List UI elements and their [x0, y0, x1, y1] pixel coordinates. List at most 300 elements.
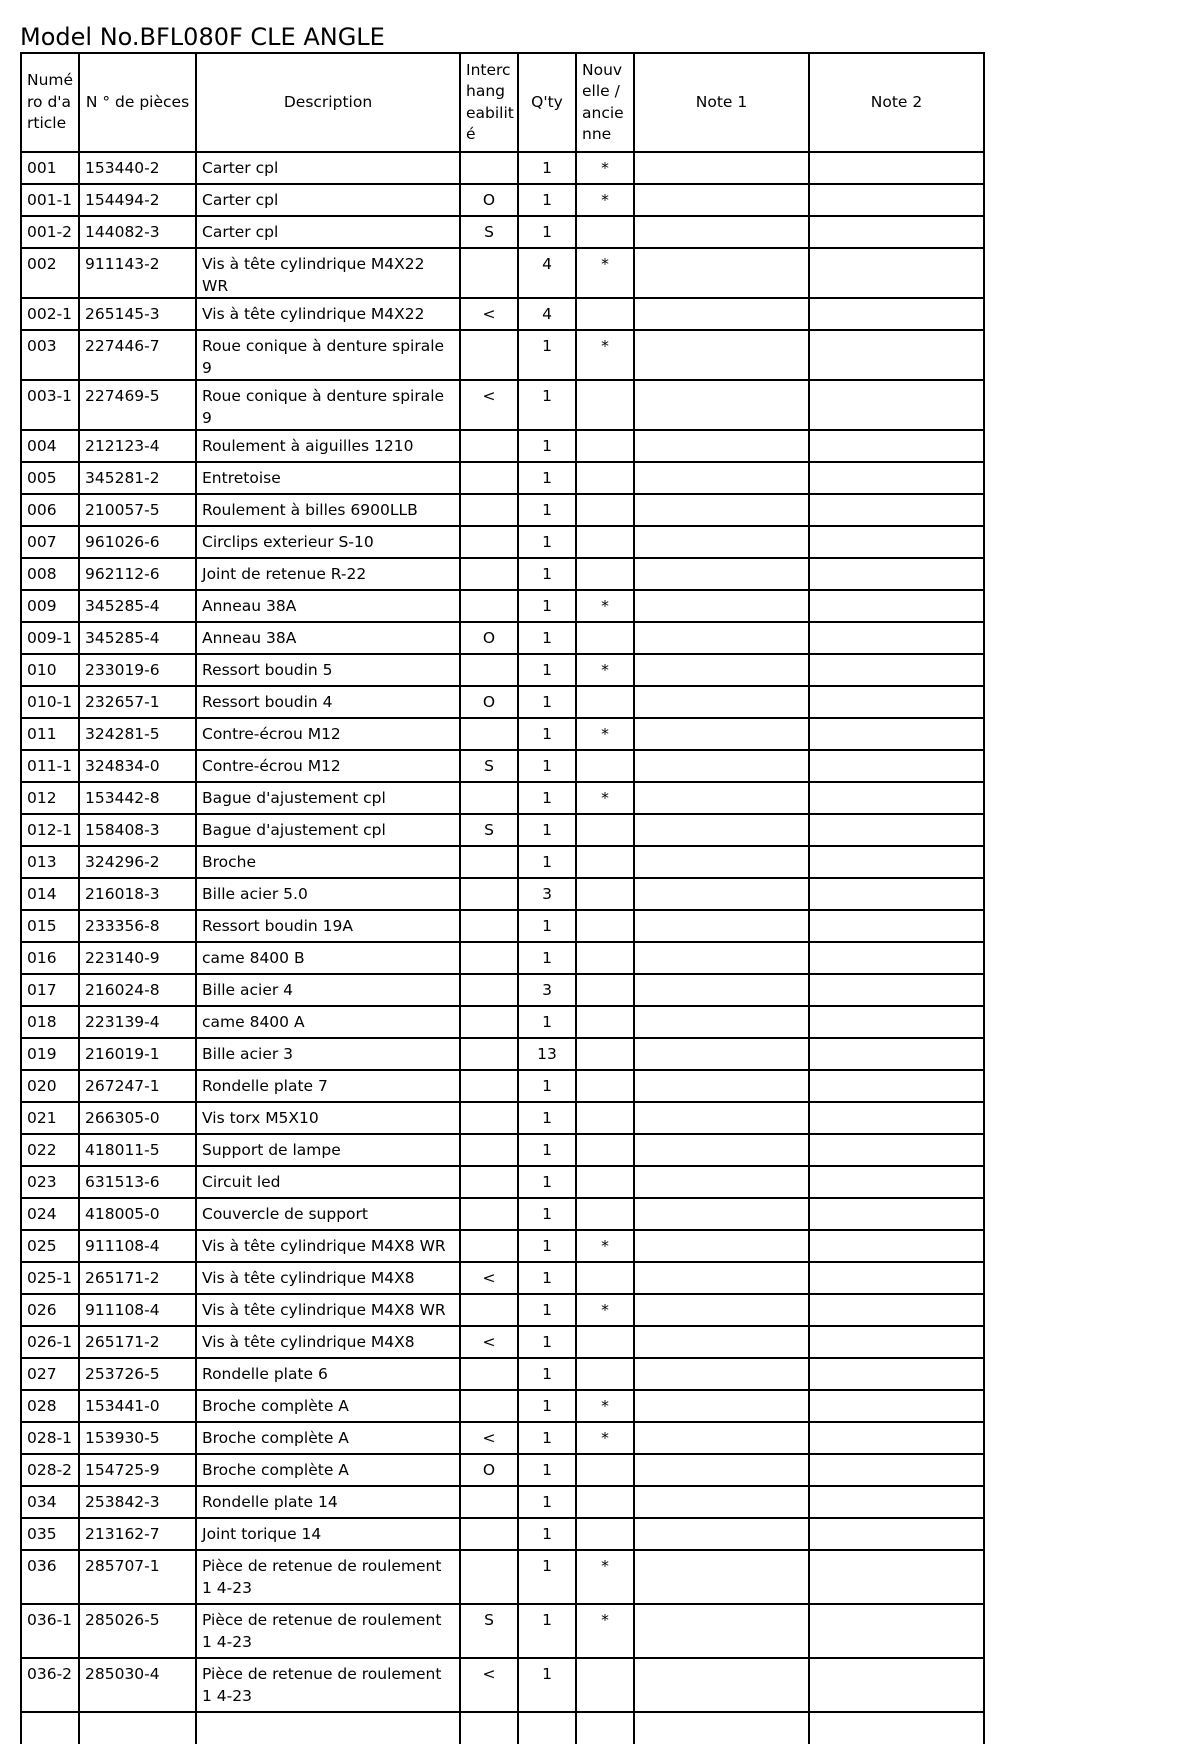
cell-new-old: [576, 1038, 634, 1070]
table-row: [21, 1102, 984, 1134]
col-header-note-1: Note 1: [634, 53, 809, 152]
cell-quantity: 1: [518, 558, 576, 590]
cell-interchangeability: O: [460, 1454, 518, 1486]
cell-description: Support de lampe: [196, 1134, 460, 1166]
cell-empty: [196, 1712, 460, 1744]
cell-empty: [460, 1712, 518, 1744]
cell-part-number: 911108-4: [79, 1230, 196, 1262]
cell-note-2: [809, 380, 984, 430]
cell-note-2: [809, 878, 984, 910]
cell-quantity: 1: [518, 654, 576, 686]
table-row: [21, 1550, 984, 1604]
cell-note-2: [809, 526, 984, 558]
cell-description: Vis à tête cylindrique M4X8: [196, 1326, 460, 1358]
cell-note-1: [634, 1230, 809, 1262]
cell-part-number: 911108-4: [79, 1294, 196, 1326]
col-header-new-old: Nouv elle / ancie nne: [576, 53, 634, 152]
cell-note-1: [634, 1006, 809, 1038]
cell-new-old: [576, 1070, 634, 1102]
cell-part-number: 153442-8: [79, 782, 196, 814]
cell-part-number: 216018-3: [79, 878, 196, 910]
cell-part-number: 324834-0: [79, 750, 196, 782]
cell-article-number: 002-1: [21, 298, 79, 330]
cell-note-2: [809, 1102, 984, 1134]
cell-description: Broche complète A: [196, 1422, 460, 1454]
cell-interchangeability: [460, 878, 518, 910]
cell-note-2: [809, 1166, 984, 1198]
cell-note-2: [809, 1658, 984, 1712]
table-row: [21, 654, 984, 686]
cell-interchangeability: [460, 942, 518, 974]
cell-part-number: 418005-0: [79, 1198, 196, 1230]
cell-quantity: 1: [518, 1230, 576, 1262]
cell-description: Contre-écrou M12: [196, 718, 460, 750]
cell-note-1: [634, 184, 809, 216]
cell-interchangeability: [460, 430, 518, 462]
cell-part-number: 153441-0: [79, 1390, 196, 1422]
cell-article-number: 026-1: [21, 1326, 79, 1358]
table-row: [21, 1134, 984, 1166]
cell-article-number: 024: [21, 1198, 79, 1230]
cell-quantity: 1: [518, 750, 576, 782]
cell-description: Ressort boudin 4: [196, 686, 460, 718]
table-row: [21, 430, 984, 462]
cell-part-number: 961026-6: [79, 526, 196, 558]
cell-quantity: 1: [518, 1518, 576, 1550]
cell-article-number: 028-1: [21, 1422, 79, 1454]
cell-quantity: 1: [518, 1294, 576, 1326]
cell-description: Vis à tête cylindrique M4X22 WR: [196, 248, 460, 298]
cell-empty: [634, 1712, 809, 1744]
cell-interchangeability: O: [460, 184, 518, 216]
cell-description: Roue conique à denture spirale 9: [196, 380, 460, 430]
cell-note-2: [809, 248, 984, 298]
table-row: [21, 526, 984, 558]
cell-note-1: [634, 526, 809, 558]
cell-new-old: [576, 1006, 634, 1038]
cell-quantity: 1: [518, 942, 576, 974]
cell-description: Roulement à billes 6900LLB: [196, 494, 460, 526]
cell-note-1: [634, 1294, 809, 1326]
cell-interchangeability: S: [460, 814, 518, 846]
cell-description: Roue conique à denture spirale 9: [196, 330, 460, 380]
cell-note-1: [634, 558, 809, 590]
cell-quantity: 1: [518, 846, 576, 878]
cell-article-number: 017: [21, 974, 79, 1006]
cell-new-old: *: [576, 654, 634, 686]
table-row: [21, 782, 984, 814]
cell-interchangeability: O: [460, 686, 518, 718]
table-row: [21, 622, 984, 654]
cell-part-number: 265171-2: [79, 1326, 196, 1358]
cell-quantity: 1: [518, 1604, 576, 1658]
cell-quantity: 3: [518, 974, 576, 1006]
cell-note-1: [634, 750, 809, 782]
cell-part-number: 267247-1: [79, 1070, 196, 1102]
table-row: [21, 878, 984, 910]
table-row: [21, 494, 984, 526]
cell-quantity: 1: [518, 526, 576, 558]
table-row: [21, 1166, 984, 1198]
cell-empty: [518, 1712, 576, 1744]
cell-description: Roulement à aiguilles 1210: [196, 430, 460, 462]
table-row: [21, 1294, 984, 1326]
cell-part-number: 285026-5: [79, 1604, 196, 1658]
cell-new-old: [576, 942, 634, 974]
cell-description: Joint torique 14: [196, 1518, 460, 1550]
cell-quantity: 1: [518, 330, 576, 380]
cell-article-number: 014: [21, 878, 79, 910]
cell-part-number: 324281-5: [79, 718, 196, 750]
parts-table-body: [21, 152, 984, 1744]
cell-article-number: 036-1: [21, 1604, 79, 1658]
cell-interchangeability: <: [460, 298, 518, 330]
cell-note-1: [634, 622, 809, 654]
cell-part-number: 154494-2: [79, 184, 196, 216]
table-row: [21, 686, 984, 718]
cell-quantity: 1: [518, 430, 576, 462]
cell-interchangeability: [460, 1230, 518, 1262]
table-row: [21, 1326, 984, 1358]
cell-interchangeability: [460, 494, 518, 526]
cell-note-1: [634, 1454, 809, 1486]
cell-new-old: *: [576, 1294, 634, 1326]
cell-interchangeability: [460, 1486, 518, 1518]
cell-new-old: [576, 494, 634, 526]
cell-part-number: 345285-4: [79, 590, 196, 622]
cell-note-1: [634, 1134, 809, 1166]
cell-new-old: [576, 1166, 634, 1198]
cell-interchangeability: S: [460, 216, 518, 248]
cell-new-old: *: [576, 1604, 634, 1658]
cell-interchangeability: [460, 1358, 518, 1390]
cell-new-old: *: [576, 1230, 634, 1262]
cell-note-2: [809, 590, 984, 622]
table-row: [21, 942, 984, 974]
cell-interchangeability: <: [460, 380, 518, 430]
cell-note-2: [809, 558, 984, 590]
cell-note-1: [634, 1070, 809, 1102]
cell-article-number: 010-1: [21, 686, 79, 718]
cell-note-1: [634, 910, 809, 942]
cell-note-2: [809, 1390, 984, 1422]
table-row: [21, 152, 984, 184]
cell-part-number: 153930-5: [79, 1422, 196, 1454]
cell-article-number: 001-2: [21, 216, 79, 248]
cell-new-old: *: [576, 718, 634, 750]
cell-article-number: 034: [21, 1486, 79, 1518]
cell-quantity: 4: [518, 298, 576, 330]
cell-article-number: 036-2: [21, 1658, 79, 1712]
cell-interchangeability: <: [460, 1422, 518, 1454]
cell-new-old: [576, 1134, 634, 1166]
cell-new-old: [576, 380, 634, 430]
cell-new-old: *: [576, 590, 634, 622]
cell-note-2: [809, 1518, 984, 1550]
cell-interchangeability: [460, 1198, 518, 1230]
table-row: [21, 1422, 984, 1454]
cell-interchangeability: [460, 1166, 518, 1198]
cell-article-number: 007: [21, 526, 79, 558]
cell-new-old: [576, 1486, 634, 1518]
cell-note-1: [634, 718, 809, 750]
cell-note-1: [634, 1422, 809, 1454]
cell-interchangeability: [460, 1070, 518, 1102]
cell-quantity: 1: [518, 1454, 576, 1486]
cell-new-old: [576, 430, 634, 462]
cell-note-1: [634, 430, 809, 462]
cell-description: Pièce de retenue de roulement 1 4-23: [196, 1550, 460, 1604]
cell-part-number: 232657-1: [79, 686, 196, 718]
cell-article-number: 010: [21, 654, 79, 686]
cell-description: Carter cpl: [196, 152, 460, 184]
cell-empty: [809, 1712, 984, 1744]
table-row: [21, 1358, 984, 1390]
cell-note-2: [809, 1550, 984, 1604]
cell-interchangeability: [460, 1550, 518, 1604]
table-row: [21, 1230, 984, 1262]
cell-note-1: [634, 782, 809, 814]
cell-interchangeability: [460, 1134, 518, 1166]
cell-quantity: 1: [518, 718, 576, 750]
cell-quantity: 3: [518, 878, 576, 910]
cell-article-number: 022: [21, 1134, 79, 1166]
cell-part-number: 345281-2: [79, 462, 196, 494]
cell-new-old: [576, 462, 634, 494]
cell-empty: [79, 1712, 196, 1744]
cell-article-number: 027: [21, 1358, 79, 1390]
cell-part-number: 212123-4: [79, 430, 196, 462]
cell-interchangeability: S: [460, 750, 518, 782]
col-header-note-2: Note 2: [809, 53, 984, 152]
cell-interchangeability: [460, 1518, 518, 1550]
cell-interchangeability: [460, 1102, 518, 1134]
cell-note-1: [634, 1326, 809, 1358]
cell-article-number: 011-1: [21, 750, 79, 782]
table-row: [21, 1454, 984, 1486]
cell-note-1: [634, 216, 809, 248]
cell-interchangeability: [460, 248, 518, 298]
cell-quantity: 1: [518, 1134, 576, 1166]
cell-article-number: 036: [21, 1550, 79, 1604]
page-title: Model No.BFL080F CLE ANGLE: [20, 23, 385, 51]
table-row: [21, 298, 984, 330]
cell-note-2: [809, 1604, 984, 1658]
cell-new-old: [576, 216, 634, 248]
cell-quantity: 1: [518, 184, 576, 216]
col-header-interchangeability: Interc hang eabilit é: [460, 53, 518, 152]
cell-article-number: 025-1: [21, 1262, 79, 1294]
cell-quantity: 1: [518, 216, 576, 248]
cell-part-number: 227469-5: [79, 380, 196, 430]
cell-interchangeability: [460, 330, 518, 380]
cell-article-number: 004: [21, 430, 79, 462]
cell-part-number: 324296-2: [79, 846, 196, 878]
cell-part-number: 253726-5: [79, 1358, 196, 1390]
cell-note-2: [809, 622, 984, 654]
table-row: [21, 462, 984, 494]
col-header-quantity: Q'ty: [518, 53, 576, 152]
cell-note-2: [809, 152, 984, 184]
cell-note-1: [634, 1038, 809, 1070]
cell-article-number: 026: [21, 1294, 79, 1326]
cell-new-old: [576, 1518, 634, 1550]
cell-new-old: *: [576, 1390, 634, 1422]
cell-new-old: [576, 686, 634, 718]
cell-quantity: 1: [518, 462, 576, 494]
cell-description: Entretoise: [196, 462, 460, 494]
cell-note-2: [809, 814, 984, 846]
cell-note-1: [634, 974, 809, 1006]
cell-part-number: 216024-8: [79, 974, 196, 1006]
table-row: [21, 590, 984, 622]
cell-interchangeability: [460, 558, 518, 590]
cell-note-2: [809, 910, 984, 942]
table-row: [21, 216, 984, 248]
cell-quantity: 1: [518, 1070, 576, 1102]
cell-note-2: [809, 654, 984, 686]
col-header-article-number: Numé ro d'a rticle: [21, 53, 79, 152]
table-row: [21, 1390, 984, 1422]
cell-note-1: [634, 1198, 809, 1230]
cell-description: Circlips exterieur S-10: [196, 526, 460, 558]
cell-quantity: 1: [518, 1102, 576, 1134]
cell-description: Vis à tête cylindrique M4X8: [196, 1262, 460, 1294]
cell-description: Anneau 38A: [196, 622, 460, 654]
cell-note-1: [634, 248, 809, 298]
cell-article-number: 028-2: [21, 1454, 79, 1486]
cell-description: Bille acier 3: [196, 1038, 460, 1070]
table-row: [21, 910, 984, 942]
cell-article-number: 015: [21, 910, 79, 942]
cell-part-number: 265145-3: [79, 298, 196, 330]
cell-note-2: [809, 750, 984, 782]
cell-article-number: 009-1: [21, 622, 79, 654]
cell-part-number: 285707-1: [79, 1550, 196, 1604]
cell-interchangeability: [460, 152, 518, 184]
table-row: [21, 750, 984, 782]
cell-part-number: 223139-4: [79, 1006, 196, 1038]
cell-new-old: [576, 1262, 634, 1294]
cell-part-number: 631513-6: [79, 1166, 196, 1198]
cell-quantity: 1: [518, 590, 576, 622]
cell-article-number: 003-1: [21, 380, 79, 430]
cell-description: Broche complète A: [196, 1454, 460, 1486]
cell-note-2: [809, 782, 984, 814]
cell-new-old: *: [576, 1422, 634, 1454]
cell-note-2: [809, 216, 984, 248]
cell-article-number: 021: [21, 1102, 79, 1134]
cell-note-2: [809, 1230, 984, 1262]
cell-part-number: 233356-8: [79, 910, 196, 942]
cell-new-old: [576, 558, 634, 590]
cell-note-2: [809, 330, 984, 380]
cell-description: Vis à tête cylindrique M4X22: [196, 298, 460, 330]
cell-article-number: 012-1: [21, 814, 79, 846]
cell-quantity: 1: [518, 1486, 576, 1518]
cell-new-old: [576, 814, 634, 846]
cell-description: came 8400 B: [196, 942, 460, 974]
cell-quantity: 1: [518, 1422, 576, 1454]
cell-article-number: 019: [21, 1038, 79, 1070]
cell-interchangeability: [460, 782, 518, 814]
cell-note-2: [809, 1070, 984, 1102]
cell-note-2: [809, 1422, 984, 1454]
cell-note-2: [809, 1358, 984, 1390]
cell-quantity: 1: [518, 380, 576, 430]
cell-new-old: [576, 974, 634, 1006]
cell-description: Rondelle plate 14: [196, 1486, 460, 1518]
cell-quantity: 13: [518, 1038, 576, 1070]
cell-note-2: [809, 494, 984, 526]
table-row: [21, 1038, 984, 1070]
cell-interchangeability: [460, 1294, 518, 1326]
cell-article-number: 001: [21, 152, 79, 184]
cell-quantity: 1: [518, 1658, 576, 1712]
cell-new-old: [576, 1198, 634, 1230]
cell-article-number: 035: [21, 1518, 79, 1550]
cell-note-2: [809, 1294, 984, 1326]
cell-quantity: 1: [518, 1198, 576, 1230]
cell-interchangeability: <: [460, 1326, 518, 1358]
cell-quantity: 1: [518, 1166, 576, 1198]
cell-quantity: 1: [518, 1326, 576, 1358]
cell-part-number: 233019-6: [79, 654, 196, 686]
cell-part-number: 265171-2: [79, 1262, 196, 1294]
cell-interchangeability: [460, 526, 518, 558]
cell-quantity: 1: [518, 152, 576, 184]
cell-description: Couvercle de support: [196, 1198, 460, 1230]
cell-part-number: 285030-4: [79, 1658, 196, 1712]
cell-description: came 8400 A: [196, 1006, 460, 1038]
cell-part-number: 962112-6: [79, 558, 196, 590]
cell-part-number: 345285-4: [79, 622, 196, 654]
cell-note-2: [809, 1134, 984, 1166]
cell-article-number: 025: [21, 1230, 79, 1262]
parts-table: [20, 52, 985, 1744]
table-row: [21, 974, 984, 1006]
cell-new-old: [576, 846, 634, 878]
cell-note-1: [634, 1518, 809, 1550]
cell-note-1: [634, 152, 809, 184]
table-row: [21, 184, 984, 216]
table-row: [21, 846, 984, 878]
cell-interchangeability: [460, 590, 518, 622]
cell-interchangeability: O: [460, 622, 518, 654]
cell-interchangeability: [460, 1038, 518, 1070]
cell-description: Bille acier 4: [196, 974, 460, 1006]
cell-interchangeability: [460, 1390, 518, 1422]
cell-note-1: [634, 1550, 809, 1604]
cell-article-number: 016: [21, 942, 79, 974]
cell-article-number: 002: [21, 248, 79, 298]
cell-description: Vis à tête cylindrique M4X8 WR: [196, 1294, 460, 1326]
cell-description: Pièce de retenue de roulement 1 4-23: [196, 1658, 460, 1712]
cell-note-2: [809, 1454, 984, 1486]
cell-note-2: [809, 718, 984, 750]
cell-new-old: *: [576, 248, 634, 298]
cell-new-old: [576, 298, 634, 330]
cell-part-number: 158408-3: [79, 814, 196, 846]
cell-note-1: [634, 380, 809, 430]
cell-part-number: 911143-2: [79, 248, 196, 298]
cell-note-2: [809, 1198, 984, 1230]
cell-new-old: *: [576, 184, 634, 216]
cell-interchangeability: [460, 718, 518, 750]
cell-description: Vis à tête cylindrique M4X8 WR: [196, 1230, 460, 1262]
cell-new-old: *: [576, 1550, 634, 1604]
cell-quantity: 4: [518, 248, 576, 298]
